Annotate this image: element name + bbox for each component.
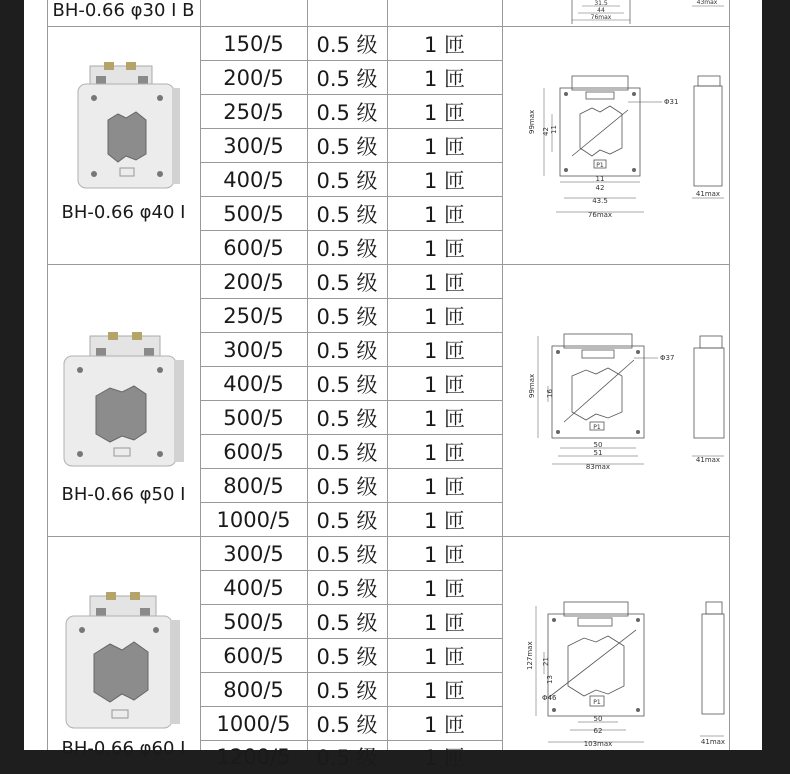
spec-table-panel	[24, 0, 762, 770]
turns-cell: 1 匝	[423, 203, 466, 227]
dim-width: 76max	[587, 211, 613, 219]
dim-mid: 44	[597, 7, 605, 14]
turns-cell: 1 匝	[423, 237, 466, 261]
accuracy-cell: 0.5 级	[316, 305, 378, 329]
ratio-cell: 150/5	[223, 32, 284, 56]
dim-side: 41max	[700, 738, 726, 746]
turns-cell: 1 匝	[423, 475, 466, 499]
ratio-cell: 200/5	[223, 66, 284, 90]
accuracy-cell: 0.5 级	[316, 271, 378, 295]
turns-cell: 1 匝	[423, 339, 466, 363]
turns-cell: 1 匝	[423, 441, 466, 465]
dim-b62: 62	[593, 727, 603, 735]
dimension-drawing-50	[508, 330, 724, 472]
dim-height: 127max	[526, 641, 534, 670]
dim-height: 99max	[528, 109, 536, 134]
model-label: BH-0.66 φ60 I	[61, 738, 186, 759]
ratio-cell: 1200/5	[216, 745, 291, 769]
ct-photo-40	[74, 62, 184, 192]
ratio-cell: 300/5	[223, 338, 284, 362]
accuracy-cell: 0.5 级	[316, 101, 378, 125]
dim-b50: 50	[593, 441, 603, 449]
turns-cell: 1 匝	[423, 746, 466, 770]
ratio-cell: 600/5	[223, 440, 284, 464]
ratio-cell: 600/5	[223, 644, 284, 668]
accuracy-cell: 0.5 级	[316, 135, 378, 159]
dim-height: 99max	[528, 373, 536, 398]
dim-phi: Φ37	[660, 354, 675, 362]
dim-h21: 21	[542, 657, 550, 666]
dim-side: 41max	[695, 190, 721, 198]
accuracy-cell: 0.5 级	[316, 509, 378, 533]
dim-b50: 50	[593, 715, 603, 723]
dim-width: 76max	[590, 14, 612, 21]
dim-side: 41max	[695, 456, 721, 464]
turns-cell: 1 匝	[423, 713, 466, 737]
accuracy-cell: 0.5 级	[316, 645, 378, 669]
turns-cell: 1 匝	[423, 645, 466, 669]
ratio-cell: 300/5	[223, 134, 284, 158]
turns-cell: 1 匝	[423, 135, 466, 159]
dim-p1: P1	[596, 162, 604, 169]
col-border	[502, 0, 503, 750]
dimension-drawing-40	[512, 70, 724, 220]
accuracy-cell: 0.5 级	[316, 475, 378, 499]
dim-h16: 16	[546, 389, 554, 398]
accuracy-cell: 0.5 级	[316, 339, 378, 363]
accuracy-cell: 0.5 级	[316, 746, 378, 770]
ratio-cell: 300/5	[223, 542, 284, 566]
dim-width: 103max	[583, 740, 613, 748]
ratio-cell: 500/5	[223, 610, 284, 634]
accuracy-cell: 0.5 级	[316, 577, 378, 601]
ct-photo-60	[62, 592, 186, 732]
ratio-cell: 600/5	[223, 236, 284, 260]
model-label: BH-0.66 φ40 I	[61, 202, 186, 223]
col-border	[729, 0, 730, 750]
accuracy-cell: 0.5 级	[316, 373, 378, 397]
accuracy-cell: 0.5 级	[316, 611, 378, 635]
turns-cell: 1 匝	[423, 373, 466, 397]
accuracy-cell: 0.5 级	[316, 679, 378, 703]
turns-cell: 1 匝	[423, 407, 466, 431]
turns-cell: 1 匝	[423, 67, 466, 91]
ratio-cell: 400/5	[223, 372, 284, 396]
dim-b51: 51	[593, 449, 603, 457]
dim-b11: 11	[595, 175, 605, 183]
dim-side: 43max	[696, 0, 718, 6]
turns-cell: 1 匝	[423, 169, 466, 193]
turns-cell: 1 匝	[423, 33, 466, 57]
ratio-cell: 500/5	[223, 202, 284, 226]
accuracy-cell: 0.5 级	[316, 67, 378, 91]
turns-cell: 1 匝	[423, 577, 466, 601]
dim-h13: 13	[546, 675, 554, 684]
ct-photo-50	[60, 332, 190, 472]
turns-cell: 1 匝	[423, 543, 466, 567]
dimension-drawing-30	[564, 0, 724, 26]
accuracy-cell: 0.5 级	[316, 407, 378, 431]
accuracy-cell: 0.5 级	[316, 543, 378, 567]
ratio-cell: 800/5	[223, 678, 284, 702]
dimension-drawing-60	[508, 600, 724, 750]
accuracy-cell: 0.5 级	[316, 203, 378, 227]
dim-phi: Φ31	[664, 98, 679, 106]
turns-cell: 1 匝	[423, 679, 466, 703]
ratio-cell: 200/5	[223, 270, 284, 294]
dim-p1: P1	[593, 699, 601, 706]
ratio-cell: 1000/5	[216, 712, 291, 736]
ratio-cell: 250/5	[223, 304, 284, 328]
accuracy-cell: 0.5 级	[316, 237, 378, 261]
accuracy-cell: 0.5 级	[316, 33, 378, 57]
turns-cell: 1 匝	[423, 611, 466, 635]
ratio-cell: 800/5	[223, 474, 284, 498]
dim-phi: Φ46	[542, 694, 557, 702]
turns-cell: 1 匝	[423, 305, 466, 329]
dim-width: 83max	[585, 463, 611, 471]
dim-h42: 42	[542, 127, 550, 136]
model-label: BH-0.66 φ30 I B	[52, 0, 195, 21]
ratio-cell: 400/5	[223, 576, 284, 600]
turns-cell: 1 匝	[423, 509, 466, 533]
dim-b42: 42	[595, 184, 605, 192]
turns-cell: 1 匝	[423, 101, 466, 125]
dim-b43: 43.5	[592, 197, 608, 205]
ratio-cell: 400/5	[223, 168, 284, 192]
ratio-cell: 250/5	[223, 100, 284, 124]
accuracy-cell: 0.5 级	[316, 169, 378, 193]
ratio-cell: 500/5	[223, 406, 284, 430]
model-label: BH-0.66 φ50 I	[61, 484, 186, 505]
accuracy-cell: 0.5 级	[316, 713, 378, 737]
turns-cell: 1 匝	[423, 271, 466, 295]
ratio-cell: 1000/5	[216, 508, 291, 532]
dim-h11: 11	[550, 125, 558, 134]
dim-inner: 31.5	[594, 0, 608, 7]
col-border	[47, 0, 48, 750]
accuracy-cell: 0.5 级	[316, 441, 378, 465]
dim-p1: P1	[593, 424, 601, 431]
